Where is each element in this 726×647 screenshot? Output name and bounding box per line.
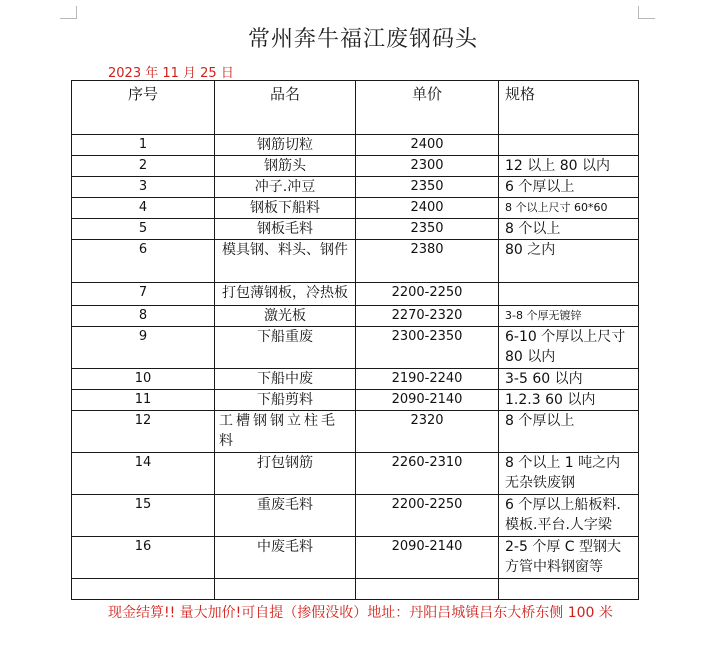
cell-price: 2400 <box>356 198 499 219</box>
cell-price: 2200-2250 <box>356 495 499 537</box>
cell-spec <box>499 283 639 306</box>
table-header-row <box>72 81 639 135</box>
cell-name: 工槽钢钢立柱毛料 <box>215 411 356 453</box>
cell-no: 2 <box>72 156 215 177</box>
cell-name: 重废毛料 <box>215 495 356 537</box>
cell-spec: 3-5 60 以内 <box>499 369 639 390</box>
cell-price: 2090-2140 <box>356 537 499 579</box>
cell-name: 钢筋切粒 <box>215 135 356 156</box>
header-spec: 规格 <box>499 81 639 135</box>
table-row <box>72 283 639 306</box>
page-corner-mark-right <box>638 6 655 19</box>
cell-no: 15 <box>72 495 215 537</box>
cell-price: 2190-2240 <box>356 369 499 390</box>
cell-spec: 80 之内 <box>499 240 639 283</box>
document-date: 2023 年 11 月 25 日 <box>108 66 234 81</box>
cell-no: 12 <box>72 411 215 453</box>
cell-name: 中废毛料 <box>215 537 356 579</box>
cell-name: 下船重废 <box>215 327 356 369</box>
cell-name: 下船中废 <box>215 369 356 390</box>
cell-name: 打包薄钢板，冷热板 <box>215 283 356 306</box>
cell-spec <box>499 135 639 156</box>
table-row-empty <box>72 579 639 600</box>
cell-price: 2320 <box>356 411 499 453</box>
cell-spec: 6 个厚以上船板料.模板.平台.人字梁 <box>499 495 639 537</box>
cell-price: 2300 <box>356 156 499 177</box>
price-table <box>71 80 639 600</box>
cell-price: 2350 <box>356 177 499 198</box>
cell-no: 8 <box>72 306 215 327</box>
table-row <box>72 156 639 177</box>
cell-price: 2350 <box>356 219 499 240</box>
cell-price: 2300-2350 <box>356 327 499 369</box>
cell-no: 1 <box>72 135 215 156</box>
table-row <box>72 135 639 156</box>
cell-price: 2200-2250 <box>356 283 499 306</box>
header-price: 单价 <box>356 81 499 135</box>
cell-spec: 8 个以上 1 吨之内无杂铁废钢 <box>499 453 639 495</box>
cell-name: 下船剪料 <box>215 390 356 411</box>
cell-name: 冲子.冲豆 <box>215 177 356 198</box>
document-title: 常州奔牛福江废钢码头 <box>247 27 478 52</box>
cell-spec: 3-8 个厚无镀锌 <box>499 306 639 327</box>
cell-name: 钢筋头 <box>215 156 356 177</box>
cell-spec: 12 以上 80 以内 <box>499 156 639 177</box>
table-row <box>72 240 639 283</box>
cell-no: 6 <box>72 240 215 283</box>
table-row <box>72 219 639 240</box>
cell-empty <box>72 579 215 600</box>
page-corner-mark-left <box>60 6 77 19</box>
cell-name: 激光板 <box>215 306 356 327</box>
cell-no: 3 <box>72 177 215 198</box>
cell-no: 9 <box>72 327 215 369</box>
cell-empty <box>215 579 356 600</box>
footer-note: 现金结算!! 量大加价!可自提（掺假没收）地址：丹阳吕城镇吕东大桥东侧 100 米 <box>108 605 613 621</box>
table-row <box>72 306 639 327</box>
cell-no: 10 <box>72 369 215 390</box>
cell-spec: 8 个厚以上 <box>499 411 639 453</box>
table-row <box>72 327 639 369</box>
table-row <box>72 177 639 198</box>
cell-price: 2400 <box>356 135 499 156</box>
cell-no: 11 <box>72 390 215 411</box>
cell-price: 2090-2140 <box>356 390 499 411</box>
cell-spec: 1.2.3 60 以内 <box>499 390 639 411</box>
table-row <box>72 537 639 579</box>
cell-name: 打包钢筋 <box>215 453 356 495</box>
cell-no: 7 <box>72 283 215 306</box>
cell-spec: 8 个以上尺寸 60*60 <box>499 198 639 219</box>
table-row <box>72 198 639 219</box>
cell-spec: 8 个以上 <box>499 219 639 240</box>
cell-price: 2270-2320 <box>356 306 499 327</box>
cell-name: 钢板下船料 <box>215 198 356 219</box>
header-no: 序号 <box>72 81 215 135</box>
table-row <box>72 453 639 495</box>
cell-price: 2260-2310 <box>356 453 499 495</box>
cell-empty <box>356 579 499 600</box>
cell-empty <box>499 579 639 600</box>
table-row <box>72 411 639 453</box>
cell-spec: 6 个厚以上 <box>499 177 639 198</box>
header-name: 品名 <box>215 81 356 135</box>
cell-no: 5 <box>72 219 215 240</box>
cell-no: 14 <box>72 453 215 495</box>
cell-spec: 2-5 个厚 C 型钢大方管中料钢窗等 <box>499 537 639 579</box>
cell-no: 4 <box>72 198 215 219</box>
cell-no: 16 <box>72 537 215 579</box>
table-row <box>72 390 639 411</box>
cell-name: 钢板毛料 <box>215 219 356 240</box>
cell-spec: 6-10 个厚以上尺寸 80 以内 <box>499 327 639 369</box>
table-row <box>72 495 639 537</box>
cell-price: 2380 <box>356 240 499 283</box>
table-row <box>72 369 639 390</box>
cell-name: 模具钢、料头、钢件 <box>215 240 356 283</box>
